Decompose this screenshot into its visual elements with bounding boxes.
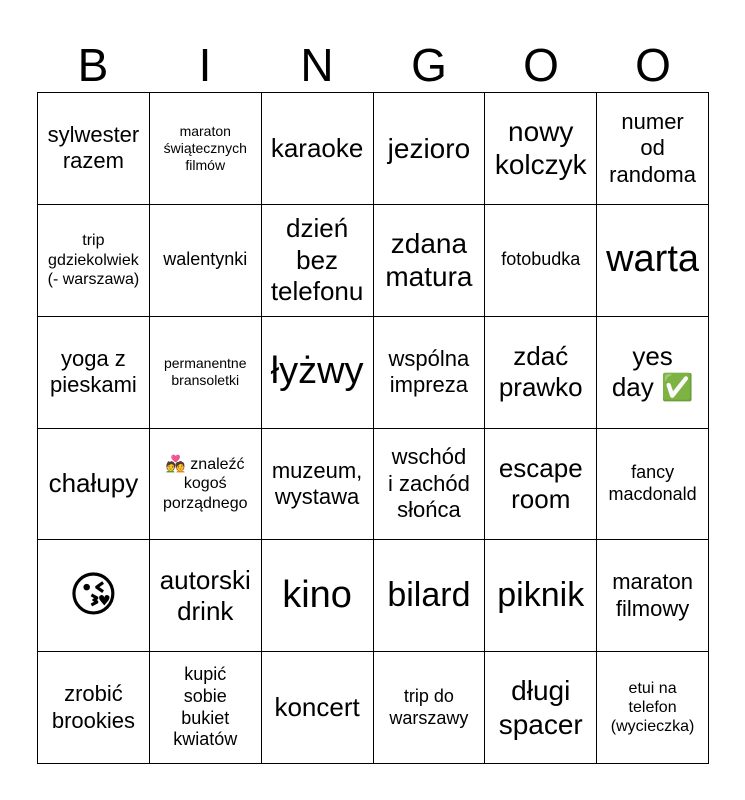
bingo-cell[interactable]: maraton filmowy — [597, 540, 709, 652]
bingo-cell[interactable]: nowy kolczyk — [485, 93, 597, 205]
bingo-cell[interactable]: chałupy — [38, 429, 150, 541]
bingo-cell[interactable]: trip do warszawy — [374, 652, 486, 764]
header-letter: N — [300, 39, 334, 91]
bingo-cell[interactable]: wspólna impreza — [374, 317, 486, 429]
bingo-cell[interactable]: sylwester razem — [38, 93, 150, 205]
header-letter: I — [198, 39, 212, 91]
bingo-board — [37, 92, 709, 764]
bingo-cell[interactable]: escape room — [485, 429, 597, 541]
bingo-cell[interactable]: zrobić brookies — [38, 652, 150, 764]
bingo-cell[interactable]: autorski drink — [150, 540, 262, 652]
header-letter: G — [411, 39, 447, 91]
bingo-cell[interactable]: koncert — [262, 652, 374, 764]
header-letter: O — [635, 39, 671, 91]
bingo-cell[interactable]: 💑 znaleźć kogoś porządnego — [150, 429, 262, 541]
bingo-cell[interactable]: łyżwy — [262, 317, 374, 429]
bingo-cell[interactable]: walentynki — [150, 205, 262, 317]
bingo-cell[interactable]: fotobudka — [485, 205, 597, 317]
bingo-cell[interactable]: yes day ✅ — [597, 317, 709, 429]
bingo-cell[interactable]: długi spacer — [485, 652, 597, 764]
bingo-cell[interactable]: zdać prawko — [485, 317, 597, 429]
bingo-cell[interactable]: kino — [262, 540, 374, 652]
bingo-cell[interactable]: maraton świątecznych filmów — [150, 93, 262, 205]
bingo-cell[interactable]: bilard — [374, 540, 486, 652]
header-letter: B — [77, 39, 109, 91]
bingo-cell[interactable]: dzień bez telefonu — [262, 205, 374, 317]
header-letter: O — [523, 39, 559, 91]
bingo-cell[interactable]: muzeum, wystawa — [262, 429, 374, 541]
bingo-cell[interactable]: permanentne bransoletki — [150, 317, 262, 429]
bingo-cell[interactable]: fancy macdonald — [597, 429, 709, 541]
bingo-cell[interactable]: piknik — [485, 540, 597, 652]
bingo-cell[interactable]: trip gdziekolwiek (- warszawa) — [38, 205, 150, 317]
bingo-cell[interactable]: zdana matura — [374, 205, 486, 317]
bingo-cell[interactable]: kupić sobie bukiet kwiatów — [150, 652, 262, 764]
bingo-cell[interactable]: wschód i zachód słońca — [374, 429, 486, 541]
bingo-cell[interactable]: yoga z pieskami — [38, 317, 150, 429]
bingo-cell[interactable]: numer od randoma — [597, 93, 709, 205]
bingo-cell[interactable]: 😘 — [38, 540, 150, 652]
bingo-cell[interactable]: karaoke — [262, 93, 374, 205]
bingo-header — [37, 38, 709, 92]
bingo-cell[interactable]: warta — [597, 205, 709, 317]
bingo-cell[interactable]: jezioro — [374, 93, 486, 205]
bingo-cell[interactable]: etui na telefon (wycieczka) — [597, 652, 709, 764]
